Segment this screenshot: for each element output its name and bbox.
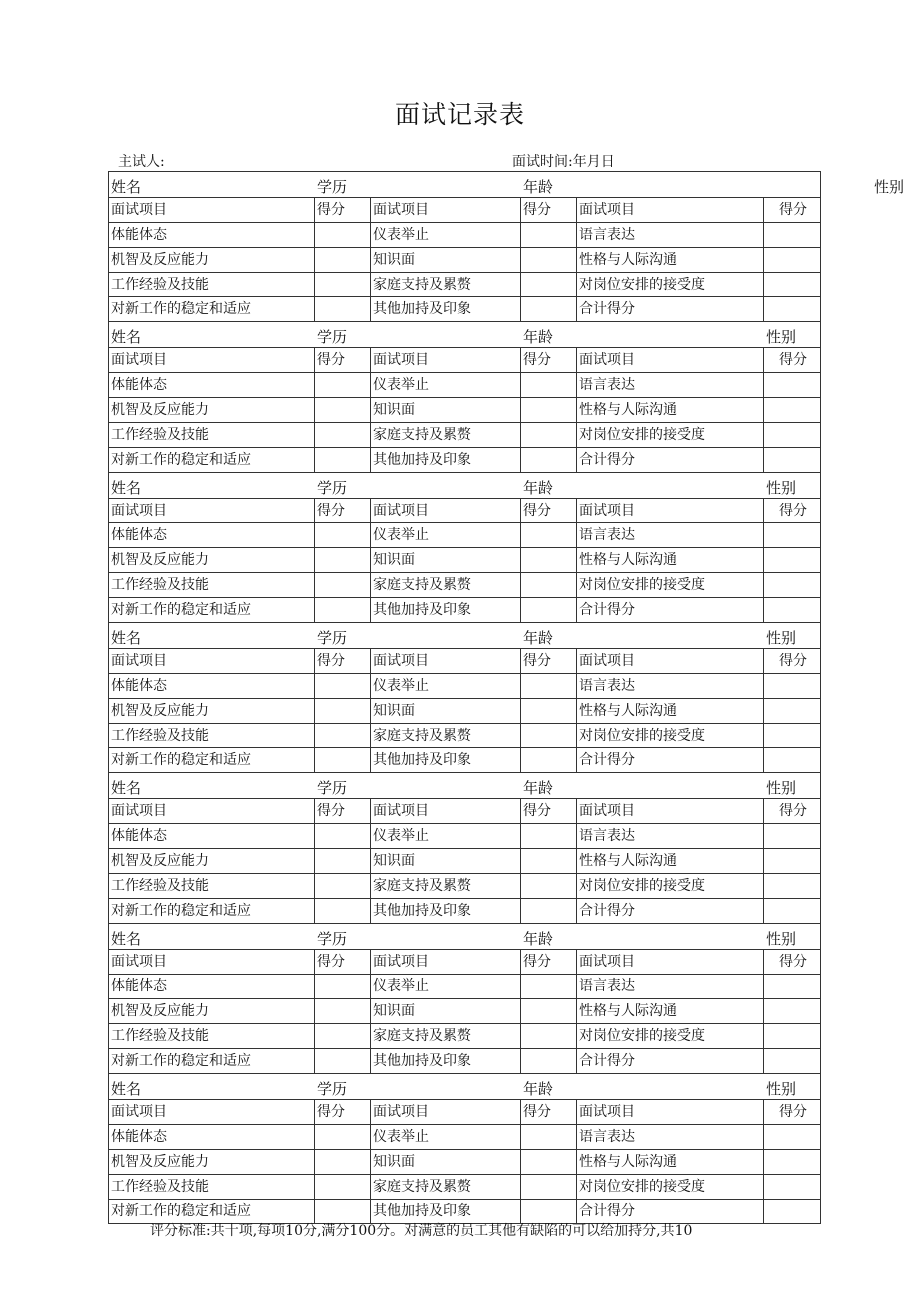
score-header: 得分 bbox=[315, 498, 371, 523]
item-header: 面试项目 bbox=[577, 498, 764, 523]
score-cell[interactable] bbox=[521, 247, 577, 272]
item-header: 面试项目 bbox=[577, 799, 764, 824]
score-cell[interactable] bbox=[764, 1149, 821, 1174]
score-header: 得分 bbox=[521, 197, 577, 222]
item-header: 面试项目 bbox=[371, 197, 521, 222]
education-label: 学历 bbox=[315, 773, 371, 799]
name-label: 姓名 bbox=[109, 1074, 315, 1100]
score-cell[interactable] bbox=[521, 523, 577, 548]
candidate-header-row bbox=[109, 322, 821, 348]
item-header: 面试项目 bbox=[371, 348, 521, 373]
score-cell[interactable] bbox=[315, 398, 371, 423]
score-header: 得分 bbox=[764, 799, 821, 824]
name-label: 姓名 bbox=[109, 773, 315, 799]
interview-item: 性格与人际沟通 bbox=[577, 849, 764, 874]
score-cell[interactable] bbox=[764, 272, 821, 297]
table-row bbox=[109, 1124, 821, 1149]
interview-item: 仪表举止 bbox=[371, 673, 521, 698]
score-cell[interactable] bbox=[764, 873, 821, 898]
item-header: 面试项目 bbox=[109, 949, 315, 974]
age-label: 年龄 bbox=[521, 773, 577, 799]
interview-item: 合计得分 bbox=[577, 598, 764, 623]
interview-item: 工作经验及技能 bbox=[109, 573, 315, 598]
interview-item: 家庭支持及累赘 bbox=[371, 422, 521, 447]
score-cell[interactable] bbox=[315, 748, 371, 773]
score-header: 得分 bbox=[315, 197, 371, 222]
item-header: 面试项目 bbox=[371, 648, 521, 673]
score-header: 得分 bbox=[764, 197, 821, 222]
table-row bbox=[109, 1024, 821, 1049]
score-cell[interactable] bbox=[764, 1049, 821, 1074]
item-header: 面试项目 bbox=[109, 348, 315, 373]
score-cell[interactable] bbox=[521, 1124, 577, 1149]
interview-item: 语言表达 bbox=[577, 222, 764, 247]
candidate-header-row bbox=[109, 1074, 821, 1100]
interview-item: 机智及反应能力 bbox=[109, 398, 315, 423]
gender-label: 性别 bbox=[764, 472, 821, 498]
score-cell[interactable] bbox=[521, 398, 577, 423]
interview-item: 仪表举止 bbox=[371, 523, 521, 548]
score-cell[interactable] bbox=[315, 222, 371, 247]
score-header: 得分 bbox=[315, 348, 371, 373]
score-cell[interactable] bbox=[764, 573, 821, 598]
table-row bbox=[109, 849, 821, 874]
education-value[interactable] bbox=[371, 923, 521, 949]
interview-item: 家庭支持及累赘 bbox=[371, 272, 521, 297]
score-cell[interactable] bbox=[315, 1124, 371, 1149]
interview-item: 对新工作的稳定和适应 bbox=[109, 598, 315, 623]
score-cell[interactable] bbox=[315, 1024, 371, 1049]
table-row bbox=[109, 297, 821, 322]
interview-item: 合计得分 bbox=[577, 748, 764, 773]
score-cell[interactable] bbox=[521, 1049, 577, 1074]
interview-item: 机智及反应能力 bbox=[109, 999, 315, 1024]
gender-label: 性别 bbox=[764, 322, 821, 348]
table-row bbox=[109, 398, 821, 423]
candidate-header-row bbox=[109, 773, 821, 799]
score-header: 得分 bbox=[764, 1099, 821, 1124]
score-cell[interactable] bbox=[315, 297, 371, 322]
score-cell[interactable] bbox=[315, 247, 371, 272]
score-cell[interactable] bbox=[315, 573, 371, 598]
table-row bbox=[109, 573, 821, 598]
score-cell[interactable] bbox=[521, 598, 577, 623]
interview-item: 机智及反应能力 bbox=[109, 548, 315, 573]
score-cell[interactable] bbox=[521, 422, 577, 447]
education-label: 学历 bbox=[315, 623, 371, 649]
item-header: 面试项目 bbox=[371, 498, 521, 523]
score-cell[interactable] bbox=[764, 1024, 821, 1049]
candidate-header-row bbox=[109, 172, 821, 198]
score-cell[interactable] bbox=[521, 898, 577, 923]
item-header: 面试项目 bbox=[577, 648, 764, 673]
score-cell[interactable] bbox=[521, 974, 577, 999]
interview-item: 体能体态 bbox=[109, 974, 315, 999]
score-cell[interactable] bbox=[764, 974, 821, 999]
score-cell[interactable] bbox=[315, 999, 371, 1024]
score-cell[interactable] bbox=[521, 824, 577, 849]
education-label: 学历 bbox=[315, 1074, 371, 1100]
interview-item: 家庭支持及累赘 bbox=[371, 723, 521, 748]
education-value[interactable] bbox=[371, 172, 521, 198]
interview-item: 对岗位安排的接受度 bbox=[577, 1024, 764, 1049]
table-row bbox=[109, 548, 821, 573]
score-cell[interactable] bbox=[521, 1149, 577, 1174]
item-header: 面试项目 bbox=[109, 197, 315, 222]
table-row bbox=[109, 873, 821, 898]
interview-item: 其他加持及印象 bbox=[371, 297, 521, 322]
score-cell[interactable] bbox=[764, 824, 821, 849]
score-cell[interactable] bbox=[764, 398, 821, 423]
score-cell[interactable] bbox=[315, 548, 371, 573]
score-cell[interactable] bbox=[764, 598, 821, 623]
interview-item: 体能体态 bbox=[109, 824, 315, 849]
table-row bbox=[109, 949, 821, 974]
age-label: 年龄 bbox=[521, 172, 577, 198]
interview-item: 工作经验及技能 bbox=[109, 1174, 315, 1199]
score-cell[interactable] bbox=[521, 723, 577, 748]
score-cell[interactable] bbox=[764, 698, 821, 723]
item-header: 面试项目 bbox=[577, 1099, 764, 1124]
interview-item: 知识面 bbox=[371, 398, 521, 423]
table-row bbox=[109, 447, 821, 472]
score-header: 得分 bbox=[521, 648, 577, 673]
interview-item: 对新工作的稳定和适应 bbox=[109, 297, 315, 322]
age-label: 年龄 bbox=[521, 472, 577, 498]
name-label: 姓名 bbox=[109, 923, 315, 949]
table-row bbox=[109, 748, 821, 773]
interview-item: 对岗位安排的接受度 bbox=[577, 723, 764, 748]
education-label: 学历 bbox=[315, 172, 371, 198]
scoring-standard-note: 评分标准:共十项,每项10分,满分100分。对满意的员工其他有缺陷的可以给加持分,共10 bbox=[150, 1223, 693, 1239]
score-cell[interactable] bbox=[521, 1174, 577, 1199]
item-header: 面试项目 bbox=[371, 1099, 521, 1124]
score-header: 得分 bbox=[764, 949, 821, 974]
interview-item: 其他加持及印象 bbox=[371, 748, 521, 773]
interview-item: 工作经验及技能 bbox=[109, 873, 315, 898]
table-row bbox=[109, 1099, 821, 1124]
score-cell[interactable] bbox=[315, 373, 371, 398]
score-cell[interactable] bbox=[521, 222, 577, 247]
interview-item: 体能体态 bbox=[109, 222, 315, 247]
age-label: 年龄 bbox=[521, 1074, 577, 1100]
interview-item: 知识面 bbox=[371, 247, 521, 272]
item-header: 面试项目 bbox=[109, 1099, 315, 1124]
interview-item: 其他加持及印象 bbox=[371, 1049, 521, 1074]
interview-item: 对岗位安排的接受度 bbox=[577, 1174, 764, 1199]
gender-label: 性别 bbox=[764, 1074, 821, 1100]
score-cell[interactable] bbox=[521, 272, 577, 297]
education-label: 学历 bbox=[315, 322, 371, 348]
interview-item: 其他加持及印象 bbox=[371, 598, 521, 623]
age-label: 年龄 bbox=[521, 923, 577, 949]
interview-item: 体能体态 bbox=[109, 1124, 315, 1149]
interview-item: 家庭支持及累赘 bbox=[371, 1024, 521, 1049]
score-cell[interactable] bbox=[315, 422, 371, 447]
score-cell[interactable] bbox=[315, 723, 371, 748]
interview-item: 对新工作的稳定和适应 bbox=[109, 1199, 315, 1224]
age-value[interactable] bbox=[577, 472, 764, 498]
interview-item: 合计得分 bbox=[577, 1199, 764, 1224]
score-header: 得分 bbox=[521, 949, 577, 974]
score-header: 得分 bbox=[764, 648, 821, 673]
score-cell[interactable] bbox=[764, 247, 821, 272]
score-cell[interactable] bbox=[764, 1124, 821, 1149]
interview-item: 机智及反应能力 bbox=[109, 698, 315, 723]
interview-item: 家庭支持及累赘 bbox=[371, 1174, 521, 1199]
interviewer-label: 主试人: bbox=[118, 154, 165, 170]
score-cell[interactable] bbox=[764, 548, 821, 573]
interview-item: 语言表达 bbox=[577, 373, 764, 398]
interview-item: 对岗位安排的接受度 bbox=[577, 272, 764, 297]
table-row bbox=[109, 673, 821, 698]
score-cell[interactable] bbox=[764, 1174, 821, 1199]
interview-item: 家庭支持及累赘 bbox=[371, 573, 521, 598]
interview-item: 工作经验及技能 bbox=[109, 1024, 315, 1049]
interview-item: 其他加持及印象 bbox=[371, 898, 521, 923]
score-cell[interactable] bbox=[764, 723, 821, 748]
interview-item: 对岗位安排的接受度 bbox=[577, 873, 764, 898]
table-row bbox=[109, 197, 821, 222]
item-header: 面试项目 bbox=[109, 648, 315, 673]
interview-item: 性格与人际沟通 bbox=[577, 398, 764, 423]
score-header: 得分 bbox=[521, 1099, 577, 1124]
table-row bbox=[109, 824, 821, 849]
table-row bbox=[109, 348, 821, 373]
score-cell[interactable] bbox=[764, 297, 821, 322]
interview-item: 体能体态 bbox=[109, 373, 315, 398]
interview-item: 语言表达 bbox=[577, 523, 764, 548]
score-cell[interactable] bbox=[315, 849, 371, 874]
table-row bbox=[109, 898, 821, 923]
interview-item: 对岗位安排的接受度 bbox=[577, 573, 764, 598]
interview-item: 语言表达 bbox=[577, 673, 764, 698]
interview-item: 性格与人际沟通 bbox=[577, 698, 764, 723]
score-cell[interactable] bbox=[521, 849, 577, 874]
table-row bbox=[109, 1149, 821, 1174]
age-label: 年龄 bbox=[521, 322, 577, 348]
interview-item: 知识面 bbox=[371, 1149, 521, 1174]
score-cell[interactable] bbox=[764, 999, 821, 1024]
score-cell[interactable] bbox=[315, 873, 371, 898]
score-header: 得分 bbox=[764, 348, 821, 373]
interview-record-body bbox=[109, 172, 905, 1224]
table-row bbox=[109, 222, 821, 247]
score-cell[interactable] bbox=[521, 698, 577, 723]
score-cell[interactable] bbox=[521, 297, 577, 322]
table-row bbox=[109, 648, 821, 673]
table-row bbox=[109, 799, 821, 824]
education-value[interactable] bbox=[371, 1074, 521, 1100]
interview-time-label: 面试时间:年月日 bbox=[512, 154, 615, 170]
candidate-header-row bbox=[109, 923, 821, 949]
score-cell[interactable] bbox=[521, 1024, 577, 1049]
score-header: 得分 bbox=[315, 1099, 371, 1124]
score-cell[interactable] bbox=[764, 898, 821, 923]
table-row bbox=[109, 1049, 821, 1074]
candidate-header-row bbox=[109, 623, 821, 649]
education-value[interactable] bbox=[371, 322, 521, 348]
interview-item: 对岗位安排的接受度 bbox=[577, 422, 764, 447]
table-row bbox=[109, 598, 821, 623]
interview-item: 合计得分 bbox=[577, 1049, 764, 1074]
score-cell[interactable] bbox=[764, 422, 821, 447]
score-cell[interactable] bbox=[315, 824, 371, 849]
name-label: 姓名 bbox=[109, 623, 315, 649]
table-row bbox=[109, 422, 821, 447]
age-value[interactable] bbox=[577, 623, 764, 649]
education-value[interactable] bbox=[371, 472, 521, 498]
interview-item: 知识面 bbox=[371, 548, 521, 573]
item-header: 面试项目 bbox=[577, 949, 764, 974]
table-row bbox=[109, 523, 821, 548]
age-value[interactable] bbox=[577, 773, 764, 799]
interview-item: 工作经验及技能 bbox=[109, 272, 315, 297]
score-cell[interactable] bbox=[764, 447, 821, 472]
score-cell[interactable] bbox=[764, 849, 821, 874]
item-header: 面试项目 bbox=[371, 949, 521, 974]
score-cell[interactable] bbox=[764, 748, 821, 773]
interview-item: 合计得分 bbox=[577, 898, 764, 923]
score-cell[interactable] bbox=[315, 1049, 371, 1074]
gender-label: 性别 bbox=[764, 773, 821, 799]
interview-item: 合计得分 bbox=[577, 297, 764, 322]
score-cell[interactable] bbox=[521, 748, 577, 773]
gender-label: 性别 bbox=[764, 623, 821, 649]
table-row bbox=[109, 698, 821, 723]
age-value[interactable] bbox=[577, 1074, 764, 1100]
candidate-header-row bbox=[109, 472, 821, 498]
score-cell[interactable] bbox=[764, 673, 821, 698]
interview-item: 仪表举止 bbox=[371, 1124, 521, 1149]
gender-label: 性别 bbox=[764, 172, 821, 198]
age-value[interactable] bbox=[577, 322, 764, 348]
table-row bbox=[109, 373, 821, 398]
item-header: 面试项目 bbox=[371, 799, 521, 824]
score-header: 得分 bbox=[764, 498, 821, 523]
interview-item: 体能体态 bbox=[109, 523, 315, 548]
interview-item: 合计得分 bbox=[577, 447, 764, 472]
score-cell[interactable] bbox=[764, 373, 821, 398]
interview-item: 体能体态 bbox=[109, 673, 315, 698]
interview-item: 语言表达 bbox=[577, 824, 764, 849]
score-cell[interactable] bbox=[764, 222, 821, 247]
score-header: 得分 bbox=[521, 498, 577, 523]
interview-item: 对新工作的稳定和适应 bbox=[109, 748, 315, 773]
score-cell[interactable] bbox=[521, 673, 577, 698]
interview-item: 仪表举止 bbox=[371, 974, 521, 999]
interview-item: 性格与人际沟通 bbox=[577, 548, 764, 573]
interview-item: 知识面 bbox=[371, 999, 521, 1024]
interview-item: 知识面 bbox=[371, 849, 521, 874]
interview-item: 仪表举止 bbox=[371, 824, 521, 849]
score-cell[interactable] bbox=[521, 999, 577, 1024]
interview-item: 机智及反应能力 bbox=[109, 247, 315, 272]
score-cell[interactable] bbox=[315, 598, 371, 623]
score-cell[interactable] bbox=[521, 373, 577, 398]
interview-item: 工作经验及技能 bbox=[109, 723, 315, 748]
page-title: 面试记录表 bbox=[394, 100, 525, 129]
name-label: 姓名 bbox=[109, 172, 315, 198]
table-row bbox=[109, 498, 821, 523]
table-row bbox=[109, 247, 821, 272]
age-value[interactable] bbox=[577, 923, 764, 949]
interview-item: 对新工作的稳定和适应 bbox=[109, 898, 315, 923]
interview-item: 对新工作的稳定和适应 bbox=[109, 1049, 315, 1074]
score-cell[interactable] bbox=[315, 698, 371, 723]
interview-item: 知识面 bbox=[371, 698, 521, 723]
education-label: 学历 bbox=[315, 923, 371, 949]
table-row bbox=[109, 999, 821, 1024]
interview-item: 机智及反应能力 bbox=[109, 1149, 315, 1174]
score-cell[interactable] bbox=[521, 573, 577, 598]
score-cell[interactable] bbox=[315, 1174, 371, 1199]
interview-item: 机智及反应能力 bbox=[109, 849, 315, 874]
interview-item: 家庭支持及累赘 bbox=[371, 873, 521, 898]
age-value[interactable] bbox=[577, 172, 764, 198]
education-label: 学历 bbox=[315, 472, 371, 498]
score-header: 得分 bbox=[315, 799, 371, 824]
score-cell[interactable] bbox=[764, 523, 821, 548]
interview-item: 性格与人际沟通 bbox=[577, 1149, 764, 1174]
score-cell[interactable] bbox=[764, 1199, 821, 1224]
table-row bbox=[109, 974, 821, 999]
name-label: 姓名 bbox=[109, 322, 315, 348]
gender-label: 性别 bbox=[764, 923, 821, 949]
table-row bbox=[109, 1174, 821, 1199]
item-header: 面试项目 bbox=[577, 197, 764, 222]
item-header: 面试项目 bbox=[109, 799, 315, 824]
table-row bbox=[109, 723, 821, 748]
score-cell[interactable] bbox=[315, 272, 371, 297]
interview-record-table bbox=[108, 171, 905, 1224]
interview-item: 其他加持及印象 bbox=[371, 447, 521, 472]
education-value[interactable] bbox=[371, 773, 521, 799]
score-cell[interactable] bbox=[315, 1149, 371, 1174]
score-header: 得分 bbox=[315, 648, 371, 673]
item-header: 面试项目 bbox=[109, 498, 315, 523]
education-value[interactable] bbox=[371, 623, 521, 649]
score-cell[interactable] bbox=[521, 447, 577, 472]
interview-item: 性格与人际沟通 bbox=[577, 999, 764, 1024]
name-label: 姓名 bbox=[109, 472, 315, 498]
score-cell[interactable] bbox=[315, 523, 371, 548]
table-row bbox=[109, 272, 821, 297]
interview-item: 其他加持及印象 bbox=[371, 1199, 521, 1224]
score-cell[interactable] bbox=[315, 673, 371, 698]
score-header: 得分 bbox=[521, 799, 577, 824]
interview-item: 仪表举止 bbox=[371, 373, 521, 398]
score-cell[interactable] bbox=[315, 974, 371, 999]
age-label: 年龄 bbox=[521, 623, 577, 649]
score-header: 得分 bbox=[521, 348, 577, 373]
interview-item: 仪表举止 bbox=[371, 222, 521, 247]
item-header: 面试项目 bbox=[577, 348, 764, 373]
interview-item: 语言表达 bbox=[577, 1124, 764, 1149]
interview-item: 语言表达 bbox=[577, 974, 764, 999]
interview-item: 工作经验及技能 bbox=[109, 422, 315, 447]
score-cell[interactable] bbox=[315, 447, 371, 472]
score-header: 得分 bbox=[315, 949, 371, 974]
score-cell[interactable] bbox=[315, 898, 371, 923]
score-cell[interactable] bbox=[521, 873, 577, 898]
interview-item: 对新工作的稳定和适应 bbox=[109, 447, 315, 472]
score-cell[interactable] bbox=[521, 548, 577, 573]
interview-item: 性格与人际沟通 bbox=[577, 247, 764, 272]
